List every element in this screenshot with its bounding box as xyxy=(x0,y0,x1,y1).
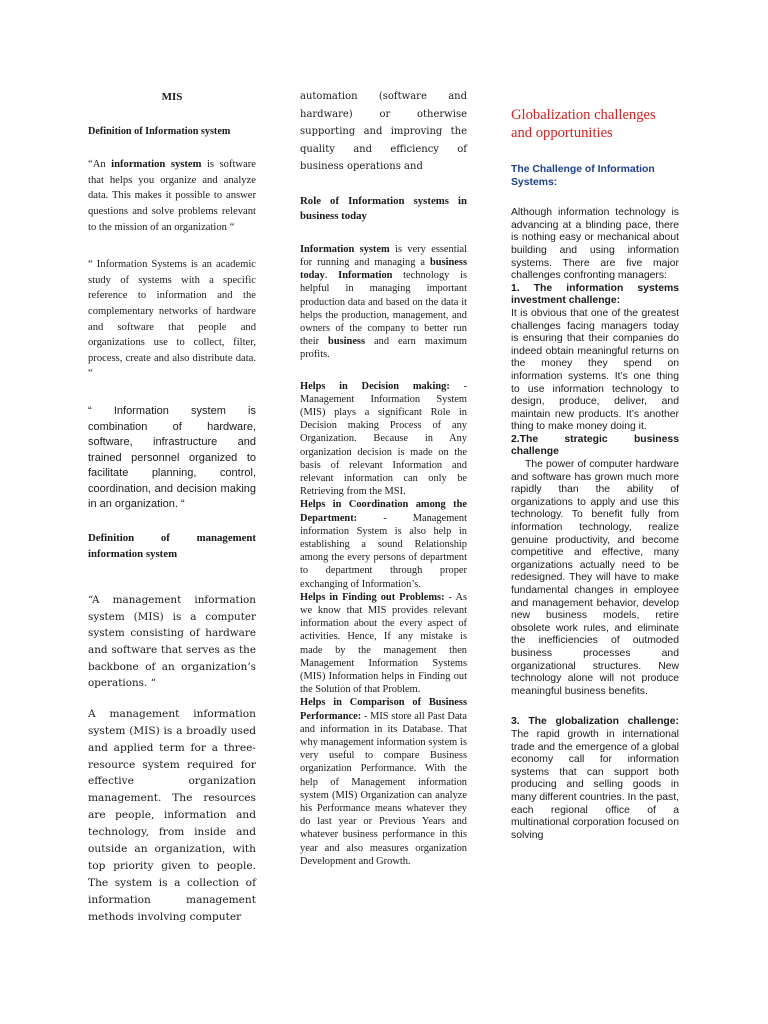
term-information-system: information system xyxy=(111,159,202,171)
quote-open: “An xyxy=(88,159,112,171)
paragraph-mis-definition: “A management information system (MIS) is a computer system consisting of hardware and software that serves as the backbone of an organization’s operations. “ xyxy=(88,594,256,690)
heading-management-information-system: Definition of management information system xyxy=(88,532,256,560)
heading-globalization: Globalization challenges and opportunities xyxy=(511,107,656,141)
paragraph-text: is very essential for running and managing a xyxy=(300,243,468,268)
paragraph-globalization-challenge xyxy=(511,716,679,842)
paragraph-finding-problems xyxy=(300,591,467,697)
paragraph-text: - Management Information System (MIS) plays a significant Role in Decision making Process of any Organization. Because in Any organization decision is made on the basis of relevant Information and relevant information can only be Retrieving from the MSI. xyxy=(300,380,467,498)
term-business: business xyxy=(328,336,366,348)
subheading-decision-making: Helps in Decision making: xyxy=(300,380,450,392)
subheading-investment-challenge: 1. The information systems investment challenge: xyxy=(511,282,679,307)
paragraph-intro: Although information technology is advancing at a blinding pace, there is nothing easy or mechanical about building and using information systems. There are five major challenges confronting managers: xyxy=(511,207,679,282)
term-information-system: Information system xyxy=(300,243,390,255)
heading-role-information-systems: Role of Information systems in business today xyxy=(300,194,467,223)
subheading-challenge-information-systems: The Challenge of Information Systems: xyxy=(511,164,655,188)
subheading-strategic-challenge: 2.The strategic business challenge xyxy=(511,433,679,458)
paragraph-mis-broad: A management information system (MIS) is a broadly used and applied term for a three-resource system required for effective organization management. The resources are people, information and technology, from inside and outside an organization, with top priority given to people. The system is a collection of information management methods involving computer xyxy=(88,707,256,923)
paragraph-strategic-challenge: The power of computer hardware and software has grown much more rapidly than the ability of organizations to apply and use this technology. To benefit fully from information technology, realize genuine productivity, and become competitive and effective, many organizations actually need to be redesigned. They will have to make fundamental changes in employee and management behavior, develop new business models, retire obsolete work rules, and eliminate the inefficiencies of outmoded business processes and organizational structures. New technology alone will not produce meaningful business benefits. xyxy=(511,459,679,697)
heading-information-system: Definition of Information system xyxy=(88,125,231,137)
paragraph-investment-challenge: It is obvious that one of the greatest challenges facing managers today is ensuring that their companies do indeed obtain meaningful returns on the money they spend on information systems. It’s one thing to use information technology to design, produce, deliver, and maintain new products. It’s another thing to make money doing it. xyxy=(511,307,679,433)
paragraph-combination: “ Information system is combination of hardware, software, infrastructure and trained personnel organized to facilitate planning, control, coordination, and decision making in an organization. “ xyxy=(88,404,256,511)
paragraph-text: is software that helps you organize and analyze data. This makes it possible to answer questions and solve problems relevant to the mission of an organization “ xyxy=(88,159,256,233)
doc-title: MIS xyxy=(161,91,183,103)
paragraph-coordination xyxy=(300,498,467,590)
paragraph-text: - Management information System is also help in establishing a sound Relationship among the every persons of department to department through proper exchanging of Information’s. xyxy=(300,512,467,590)
subheading-coordination: Helps in Coordination among the Department: xyxy=(300,499,467,524)
term-information: Information xyxy=(338,270,393,282)
term-business-today: business today xyxy=(300,256,467,282)
paragraph-text: - MIS store all Past Data and information in its Database. That why management information system is very useful to compare Business organization Performance. With the help of Management information system (MIS) Organization can analyze his Performance means whatever they do last year or Previous Years and whatever business performance in this year and also measures organization Development and Growth. xyxy=(300,710,467,867)
paragraph-text: technology is helpful in managing important production data and based on the data it helps the production, management, and owners of the company to better run their xyxy=(300,270,468,348)
paragraph-role xyxy=(300,243,467,362)
paragraph-automation: automation (software and hardware) or otherwise supporting and improving the quality and efficiency of business operations and xyxy=(300,91,467,172)
paragraph-academic-study: “ Information Systems is an academic study of systems with a specific reference to information and the complementary networks of hardware and software that people and organizations use to collect, filter, process, create and also distribute data. “ xyxy=(88,259,256,380)
column-right xyxy=(511,90,679,842)
paragraph-decision-making xyxy=(300,380,467,499)
paragraph-text: - As we know that MIS provides relevant information about the every aspect of activities. Hence, If any mistake is made by the management then Management Information Systems (MIS) Information helps in Finding out the Solution of that Problem. xyxy=(300,591,467,696)
paragraph-text: The rapid growth in international trade and the emergence of a global economy call for information systems that can support both producing and selling goods in many different countries. In the past, each regional office of a multinational corporation focused on solving xyxy=(511,728,679,841)
subheading-finding-problems: Helps in Finding out Problems: xyxy=(300,591,445,603)
paragraph-text: . xyxy=(324,270,339,282)
subheading-comparison: Helps in Comparison of Business Performance: xyxy=(300,697,467,722)
paragraph-text: and earn maximum profits. xyxy=(300,336,468,361)
subheading-globalization-challenge: 3. The globalization challenge: xyxy=(511,716,679,728)
column-left xyxy=(88,90,256,926)
paragraph-info-system-definition xyxy=(88,157,256,235)
paragraph-comparison xyxy=(300,696,467,868)
column-middle xyxy=(300,90,467,868)
